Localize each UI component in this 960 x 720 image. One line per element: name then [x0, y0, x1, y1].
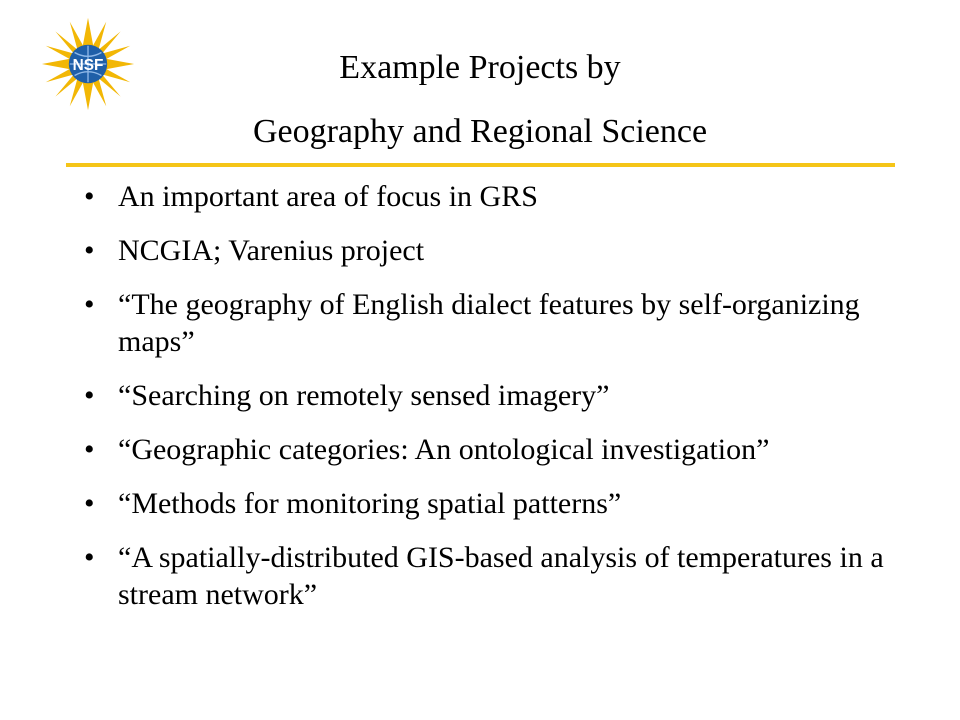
bullet-list: [84, 178, 904, 630]
bullet-item: [84, 232, 904, 269]
bullet-text: “A spatially-distributed GIS-based analysis of temperatures in a stream network”: [118, 541, 884, 611]
bullet-text: “Geographic categories: An ontological investigation”: [118, 433, 770, 466]
bullet-icon: •: [84, 234, 95, 267]
title-line-1: Example Projects by: [339, 49, 621, 86]
bullet-text: “Searching on remotely sensed imagery”: [118, 379, 610, 412]
bullet-icon: •: [84, 288, 95, 321]
bullet-text: “Methods for monitoring spatial patterns”: [118, 487, 622, 520]
bullet-text: NCGIA; Varenius project: [118, 234, 425, 267]
logo-text: NSF: [72, 56, 104, 74]
bullet-item: [84, 286, 904, 360]
bullet-text: An important area of focus in GRS: [118, 180, 538, 213]
bullet-item: [84, 539, 904, 613]
bullet-item: [84, 377, 904, 414]
bullet-icon: •: [84, 541, 95, 574]
slide-title: [150, 36, 810, 164]
title-line-2: Geography and Regional Science: [252, 113, 708, 150]
nsf-logo: [40, 16, 136, 112]
bullet-item: [84, 485, 904, 522]
bullet-item: [84, 431, 904, 468]
bullet-icon: •: [84, 433, 95, 466]
bullet-text: “The geography of English dialect features by self-organizing maps”: [118, 288, 860, 358]
bullet-item: [84, 178, 904, 215]
bullet-icon: •: [84, 180, 95, 213]
bullet-icon: •: [84, 379, 95, 412]
title-divider: [66, 163, 895, 167]
bullet-icon: •: [84, 487, 95, 520]
